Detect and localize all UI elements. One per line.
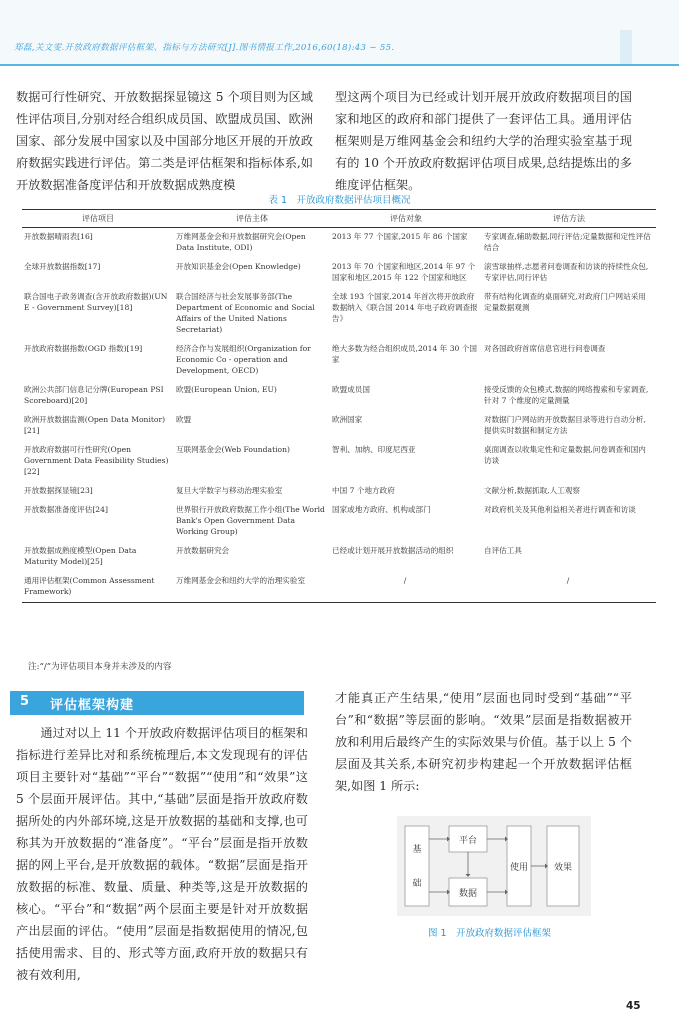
table-cell: 欧洲开放数据监测(Open Data Monitor)[21] (24, 415, 166, 435)
table-cell: 自评估工具 (484, 546, 522, 555)
table-row (22, 572, 656, 603)
table-header-object: 评估对象 (330, 210, 482, 228)
table-cell: 滚雪球抽样,志愿者问卷调查和访谈的持续性众包,专家评估,同行评估 (484, 262, 649, 282)
figure-title: 图 1 开放政府数据评估框架 (427, 928, 552, 939)
table-cell: 联合国电子政务调查(含开放政府数据)(UN E - Government Survey)[18] (24, 292, 168, 312)
table-cell: 开放政府数据指数(OGD 指数)[19] (24, 344, 143, 353)
table-cell: 互联网基金会(Web Foundation) (176, 445, 290, 454)
table-cell: 国家或地方政府、机构或部门 (332, 505, 431, 514)
section-heading (10, 691, 304, 715)
table-cell: 对政府机关及其他利益相关者进行调查和访谈 (484, 505, 636, 514)
table-cell: 带有结构化调查的桌面研究,对政府门户网站采用定量数据观测 (484, 292, 646, 312)
table-cell: 开放数据成熟度模型(Open Data Maturity Model)[25] (24, 546, 137, 566)
basis-label-top: 基 (412, 845, 422, 855)
page-number: 45 (626, 1000, 641, 1012)
header-rule (0, 64, 679, 66)
table-cell: 2013 年 70 个国家和地区,2014 年 97 个国家和地区,2015 年 122 个国家和地区 (332, 262, 476, 282)
table-row (22, 482, 656, 501)
table-cell: 通用评估框架(Common Assessment Framework) (22, 572, 174, 603)
table-cell: 文献分析,数据抓取,人工观察 (484, 486, 580, 495)
table-cell: 开放数据研究会 (176, 546, 230, 555)
table-row (22, 340, 656, 381)
table-cell: 全球开放数据指数[17] (24, 262, 101, 271)
table-cell: 智利、加纳、印度尼西亚 (332, 445, 416, 454)
body-bottom-left: 通过对以上 11 个开放政府数据评估项目的框架和指标进行差异比对和系统梳理后,本文发现现有的评估项目主要针对“基础”“平台”“数据”“使用”和“效果”这 5 个层面开展评估。其中,“基础”层面是指开放政府数据所处的内外部环境,这是开放数据的基础和支撑,也可称其为开放数据的“准备度”。“平台”层面是指开放数据的网上平台,是开放数据的载体。“数据”层面是指开放数据的标准、数量、质量、种类等,这是开放数据的核心。“平台”和“数据”两个层面主要是针对开放数据产出层面的评估。“使用”层面是指数据使用的情况,包括使用需求、目的、形式等方面,政府开放的数据只有被有效利用, (16, 726, 308, 982)
table-header-row (22, 210, 656, 228)
table-cell: 绝大多数为经合组织成员,2014 年 30 个国家 (332, 344, 477, 364)
section-number: 5 (20, 694, 30, 709)
table-cell: 欧洲国家 (332, 415, 363, 424)
table-row (22, 381, 656, 411)
header-side-marker (620, 30, 632, 64)
table-row (22, 258, 656, 288)
table-cell: 接受反馈的众包模式,数据的网络搜索和专家调查,针对 7 个维度的定量测量 (484, 385, 649, 405)
table-cell: 对各国政府首席信息官进行问卷调查 (484, 344, 606, 353)
basis-label-bottom: 础 (412, 879, 422, 889)
table-cell: 开放数据探显镜[23] (24, 486, 93, 495)
header-band (0, 0, 679, 64)
table-cell: 已经或计划开展开放数据活动的组织 (332, 546, 454, 555)
table-cell: 开放数据准备度评估[24] (24, 505, 108, 514)
table-cell: 开放知识基金会(Open Knowledge) (176, 262, 301, 271)
framework-figure (397, 816, 591, 916)
table-row (22, 411, 656, 441)
data-label: 数据 (458, 889, 478, 899)
table-cell: / (482, 572, 656, 603)
framework-diagram (397, 816, 591, 916)
basis-box (405, 826, 429, 906)
table-header-method: 评估方法 (482, 210, 656, 228)
effect-label: 效果 (553, 863, 573, 873)
table-cell: 2013 年 77 个国家,2015 年 86 个国家 (332, 232, 468, 241)
table-cell: 中国 7 个地方政府 (332, 486, 395, 495)
section-title: 评估框架构建 (50, 698, 135, 713)
table-row (22, 441, 656, 482)
table-cell: 开放数据晴雨表[16] (24, 232, 93, 241)
table-cell: 欧洲公共部门信息记分牌(European PSI Scoreboard)[20] (24, 385, 164, 405)
platform-label: 平台 (458, 836, 478, 846)
table-header-body: 评估主体 (174, 210, 330, 228)
table-cell: 欧盟 (176, 415, 192, 424)
table-cell: 复旦大学数字与移动治理实验室 (176, 486, 283, 495)
table-cell: 专家调查,辅助数据,同行评估;定量数据和定性评估结合 (484, 232, 651, 252)
table-cell: 欧盟(European Union, EU) (176, 385, 277, 394)
table-cell: 经济合作与发展组织(Organization for Economic Co - operation and Development, OECD) (176, 344, 311, 375)
table-cell: / (330, 572, 482, 603)
table-cell: 全球 193 个国家,2014 年首次将开放政府数据纳入《联合国 2014 年电子政府调查报告》 (332, 292, 478, 323)
table-cell: 万维网基金会和纽约大学的治理实验室 (174, 572, 330, 603)
body-bottom-right: 才能真正产生结果,“使用”层面也同时受到“基础”“平台”和“数据”等层面的影响。“效果”层面是指数据被开放和利用后最终产生的实际效果与价值。基于以上 5 个层面及其关系,本研究初步构建起一个开放数据评估框架,如图 1 所示: (335, 691, 632, 793)
table-cell: 世界银行开放政府数据工作小组(The World Bank's Open Government Data Working Group) (176, 505, 325, 536)
table-header-project: 评估项目 (22, 210, 174, 228)
table-cell: 开放政府数据可行性研究(Open Government Data Feasibility Studies)[22] (24, 445, 169, 476)
table-row (22, 501, 656, 542)
table-cell: 桌面调查以收集定性和定量数据,问卷调查和国内访谈 (484, 445, 646, 465)
citation-line: 郑磊,关文雯.开放政府数据评估框架、指标与方法研究[J].图书情报工作,2016,60(18):43 − 55. (14, 43, 395, 53)
usage-label: 使用 (509, 863, 529, 873)
table-cell: 万维网基金会和开放数据研究会(Open Data Institute, ODI) (176, 232, 306, 252)
table-cell: 对数据门户网站的开放数据目录等进行自动分析,提供实时数据和制定方法 (484, 415, 646, 435)
table-row (22, 288, 656, 340)
table-title: 表 1 开放政府数据评估项目概况 (268, 195, 411, 206)
body-top-right: 型这两个项目为已经或计划开展开放政府数据项目的国家和地区的政府和部门提供了一套评估工具。通用评估框架则是万维网基金会和纽约大学的治理实验室基于现有的 10 个开放政府数据评估项目成果,总结提炼出的多维度评估框架。 (335, 90, 632, 192)
table-row (22, 542, 656, 572)
table-cell: 欧盟成员国 (332, 385, 370, 394)
table-row (22, 228, 656, 259)
table-note: 注:“/”为评估项目本身并未涉及的内容 (28, 662, 172, 672)
body-top-left: 数据可行性研究、开放数据探显镜这 5 个项目则为区域性评估项目,分别对经合组织成员国、欧盟成员国、欧洲国家、部分发展中国家以及中国部分地区开展的开放政府数据实践进行评估。第二类是评估框架和指标体系,如开放数据准备度评估和开放数据成熟度模 (16, 90, 313, 192)
projects-table (22, 209, 656, 603)
table-cell: 联合国经济与社会发展事务部(The Department of Economic and Social Affairs of the United Nations Secretariat) (176, 292, 315, 334)
